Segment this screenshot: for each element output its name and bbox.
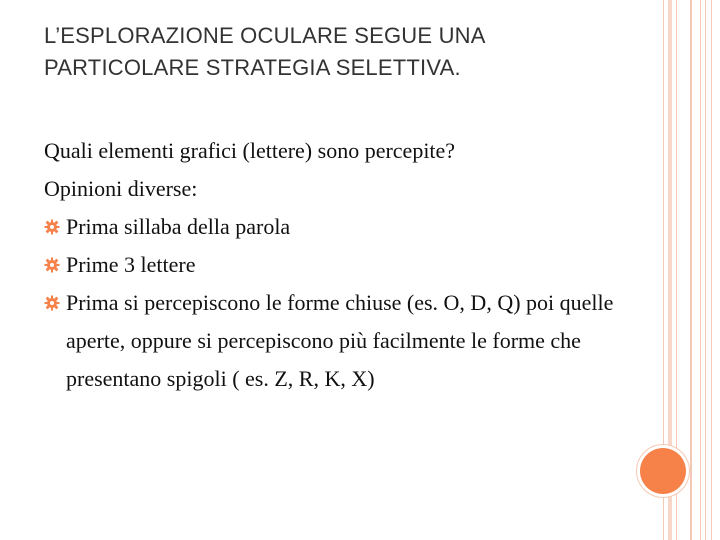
bullet-item [44,284,644,398]
bullet-text: Prima si percepiscono le forme chiuse (es. O, D, Q) poi quelle aperte, oppure si percepiscono più facilmente le forme che presentano spigoli ( es. Z, R, K, X) [66,290,614,391]
decorative-rail [700,0,701,540]
bullet-text: Prima sillaba della parola [66,214,291,239]
slide-title: L’ESPLORAZIONE OCULARE SEGUE UNA PARTICOLARE STRATEGIA SELETTIVA. [44,23,486,80]
bullet-item [44,246,644,284]
decorative-circle [640,448,686,494]
body-line: Quali elementi grafici (lettere) sono percepite? [44,138,456,163]
gear-bullet-icon [44,210,62,244]
bullet-text: Prime 3 lettere [66,252,196,277]
decorative-rail [705,0,706,540]
body-line: Opinioni diverse: [44,176,198,201]
gear-bullet-icon [44,286,62,320]
slide-body [44,132,644,398]
gear-bullet-icon [44,248,62,282]
bullet-item [44,208,644,246]
decorative-rail [690,0,692,540]
decorative-rail [711,0,712,540]
